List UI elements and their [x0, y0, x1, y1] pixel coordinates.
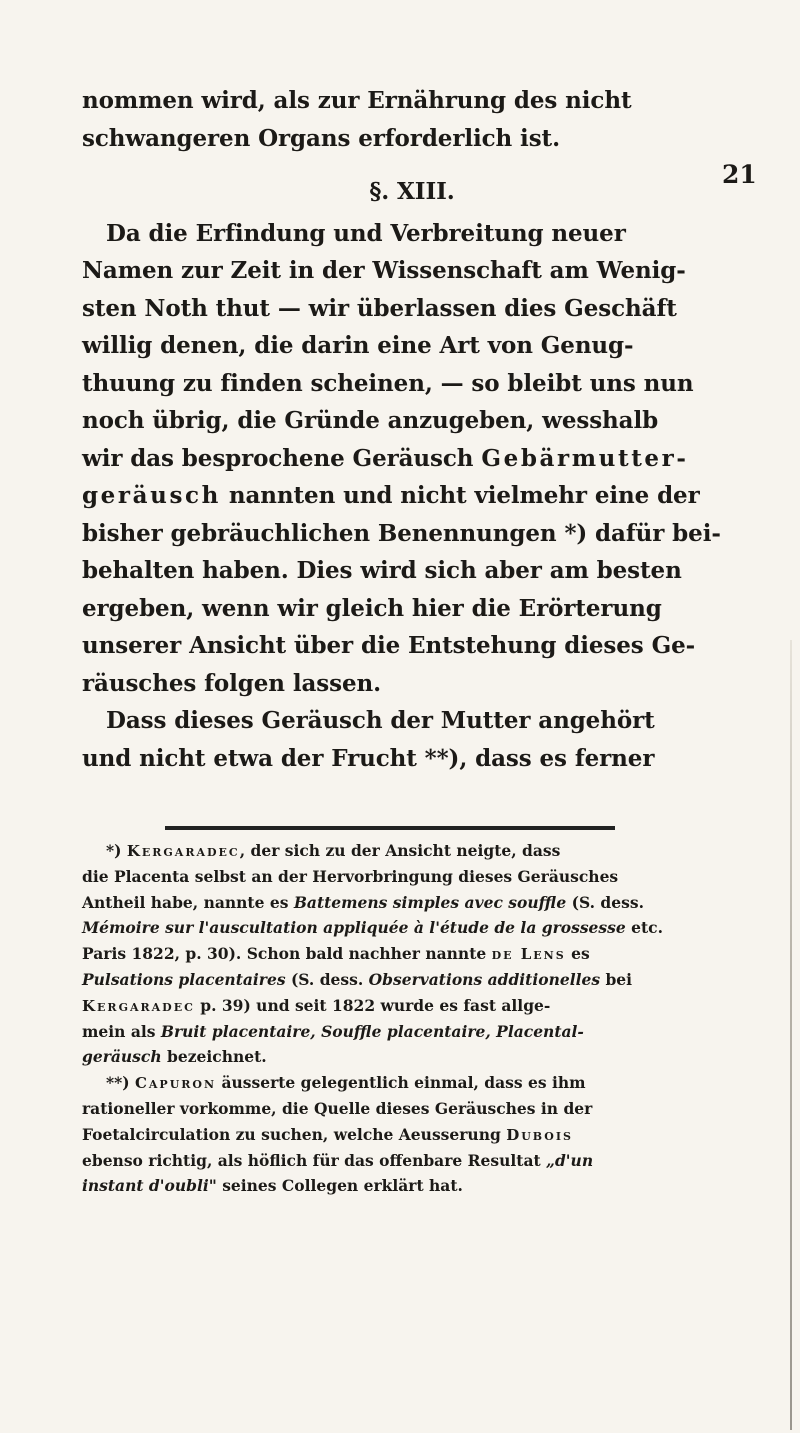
body-text: wir das besprochene Geräusch [82, 444, 482, 472]
page-edge-shadow [790, 640, 792, 1430]
italic-title: Battemens simples avec souffle [293, 892, 567, 912]
footnote-marker: **) [106, 1073, 135, 1093]
footnote-text: etc. [625, 918, 663, 938]
body-line: und nicht etwa der Frucht **), dass es ferner [82, 744, 655, 772]
body-line [82, 440, 722, 478]
footnote-line [82, 967, 722, 993]
author-name: Kergaradec [82, 996, 195, 1015]
author-name: Kergaradec [126, 842, 240, 860]
body-line: räusches folgen lassen. [82, 669, 382, 697]
footnotes [82, 838, 722, 1199]
footnote-text: " seines Collegen erklärt hat. [208, 1176, 463, 1196]
body-line: Dass dieses Geräusch der Mutter angehört [106, 707, 655, 734]
body-line: unserer Ansicht über die Entstehung dieses Ge- [82, 632, 696, 659]
footnote-line [82, 993, 722, 1019]
body-line: sten Noth thut — wir überlassen dies Geschäft [82, 294, 677, 322]
body-text: nannten und nicht vielmehr eine der [220, 482, 700, 509]
italic-title: Observations additionelles [368, 969, 601, 989]
spaced-term: geräusch [82, 482, 221, 509]
footnote-line [82, 1148, 722, 1174]
body-line [82, 477, 722, 515]
section-heading: §. XIII. [369, 178, 455, 205]
footnote-text: bei [600, 969, 633, 989]
footnote-line: rationeller vorkomme, die Quelle dieses Geräusches in der [82, 1098, 593, 1118]
body-line: nommen wird, als zur Ernährung des nicht [82, 87, 632, 114]
author-name: Capuron [134, 1074, 217, 1093]
body-line: thuung zu finden scheinen, — so bleibt uns nun [82, 369, 694, 397]
footnote-line [82, 1173, 722, 1199]
footnote-line [82, 890, 722, 916]
author-name: de Lens [491, 945, 566, 964]
page-number: 21 [722, 160, 757, 189]
italic-title: instant d'oubli [82, 1176, 209, 1196]
footnote-text: Antheil habe, nannte es [82, 892, 294, 912]
body-line: Namen zur Zeit in der Wissenschaft am Wenig- [82, 257, 686, 284]
italic-title: geräusch [82, 1047, 162, 1067]
footnote-text: Foetalcirculation zu suchen, welche Aeusserung [82, 1124, 507, 1144]
main-text [82, 82, 722, 777]
spaced-term: Gebärmutter- [481, 444, 689, 472]
body-line: willig denen, die darin eine Art von Genug- [82, 332, 634, 359]
footnote-text: (S. dess. [566, 892, 644, 912]
footnote-line [82, 838, 722, 864]
footnote-text: mein als [82, 1021, 161, 1041]
italic-title: Pulsations placentaires [82, 969, 286, 989]
footnote-line [82, 1044, 722, 1070]
body-line: ergeben, wenn wir gleich hier die Erörterung [82, 594, 662, 622]
body-line: behalten haben. Dies wird sich aber am besten [82, 557, 682, 584]
footnote-line [82, 1070, 722, 1096]
footnote-text: (S. dess. [285, 969, 369, 989]
italic-title: Bruit placentaire, Souffle placentaire, Placental- [160, 1021, 584, 1041]
footnote-line: die Placenta selbst an der Hervorbringung dieses Geräusches [82, 866, 619, 886]
footnote-text: äusserte gelegentlich einmal, dass es ihm [216, 1073, 586, 1093]
footnote-text: Paris 1822, p. 30). Schon bald nachher nannte [82, 944, 492, 964]
footnote-line [82, 1122, 722, 1148]
footnote-marker: *) [106, 841, 127, 860]
footnote-text: es [565, 944, 590, 964]
body-line: noch übrig, die Gründe anzugeben, wesshalb [82, 407, 659, 434]
footnote-line [82, 915, 722, 941]
footnote-rule [165, 826, 615, 830]
footnote-line [82, 1019, 722, 1045]
footnote-text: ebenso richtig, als höflich für das offenbare Resultat [82, 1150, 547, 1170]
author-name: Dubois [506, 1125, 573, 1144]
italic-title: „d'un [546, 1150, 594, 1170]
body-line: bisher gebräuchlichen Benennungen *) dafür bei- [82, 519, 721, 547]
body-line: schwangeren Organs erforderlich ist. [82, 124, 560, 152]
footnote-text: bezeichnet. [161, 1047, 267, 1067]
footnote-line [82, 941, 722, 967]
body-line: Da die Erfindung und Verbreitung neuer [106, 219, 626, 247]
footnote-text: p. 39) und seit 1822 wurde es fast allge- [194, 995, 551, 1015]
footnote-text: , der sich zu der Ansicht neigte, dass [239, 841, 561, 860]
italic-title: Mémoire sur l'auscultation appliquée à l'étude de la grossesse [82, 918, 626, 938]
